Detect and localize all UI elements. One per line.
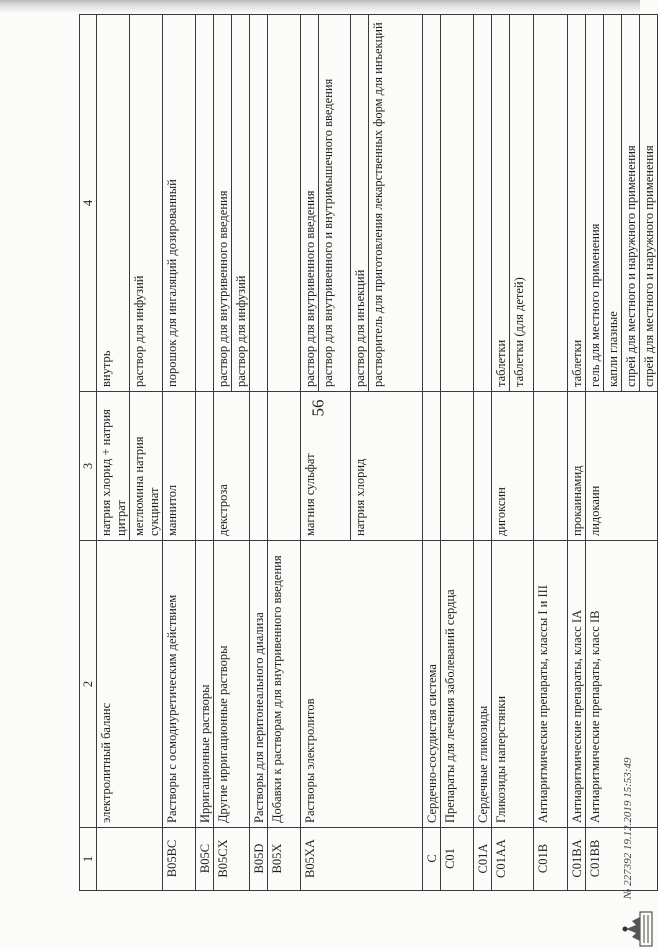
dosage-form: растворитель для приготовления лекарственных форм для инъекций — [369, 15, 423, 392]
scan-edge — [0, 0, 640, 12]
group-name: Растворы с осмодиуретическим действием — [163, 541, 196, 828]
substance: дигоксин — [492, 392, 534, 541]
atc-code: C01 — [441, 828, 474, 891]
group-name: Ирригационные растворы — [196, 541, 214, 828]
atc-code: C01BB — [586, 828, 658, 891]
substance: маннитол — [163, 392, 196, 541]
table-row — [423, 15, 441, 891]
table-row — [441, 15, 474, 891]
table-row — [474, 15, 492, 891]
group-name: Сердечно-сосудистая система — [423, 541, 441, 828]
drug-table — [79, 14, 658, 891]
atc-code: B05BC — [163, 828, 196, 891]
dosage-form: порошок для ингаляций дозированный — [163, 15, 196, 392]
dosage-form: спрей для местного и наружного применения — [622, 15, 640, 392]
substance — [250, 392, 268, 541]
dosage-form — [268, 15, 301, 392]
group-name: Антиаритмические препараты, класс IB — [586, 541, 658, 828]
dosage-form: таблетки — [568, 15, 586, 392]
table-row — [301, 15, 319, 891]
table-row — [214, 15, 232, 891]
substance — [268, 392, 301, 541]
dosage-form: раствор для внутривенного введения — [301, 15, 319, 392]
header-col-4: 4 — [80, 15, 97, 392]
table-row — [97, 15, 130, 891]
document-stamp: № 227392 19.12.2019 15:53:49 — [622, 757, 634, 899]
table-row — [250, 15, 268, 891]
substance — [474, 392, 492, 541]
atc-code: B05C — [196, 828, 214, 891]
atc-code: C01AA — [492, 828, 534, 891]
atc-code: B05D — [250, 828, 268, 891]
page-number: 56 — [308, 399, 328, 417]
group-name: Сердечные гликозиды — [474, 541, 492, 828]
atc-code: B05CX — [214, 828, 250, 891]
table-row — [268, 15, 301, 891]
dosage-form — [474, 15, 492, 392]
dosage-form: гель для местного применения — [586, 15, 604, 392]
table-row — [163, 15, 196, 891]
group-name: Растворы для перитонеального диализа — [250, 541, 268, 828]
substance: меглюмина натрия сукцинат — [130, 392, 163, 541]
dosage-form — [441, 15, 474, 392]
group-name: электролитный баланс — [97, 541, 163, 828]
dosage-form: таблетки — [492, 15, 510, 392]
substance: декстроза — [214, 392, 250, 541]
substance: прокаинамид — [568, 392, 586, 541]
table-row — [568, 15, 586, 891]
dosage-form: раствор для внутривенного и внутримышечного введения — [319, 15, 351, 392]
substance: лидокаин — [586, 392, 658, 541]
substance: магния сульфат — [301, 392, 351, 541]
group-name: Препараты для лечения заболеваний сердца — [441, 541, 474, 828]
table-row — [492, 15, 510, 891]
table-row — [586, 15, 604, 891]
dosage-form: раствор для инфузий — [232, 15, 250, 392]
group-name: Растворы электролитов — [301, 541, 423, 828]
dosage-form: раствор для внутривенного введения — [214, 15, 232, 392]
atc-code — [97, 828, 163, 891]
substance — [534, 392, 568, 541]
group-name: Добавки к растворам для внутривенного введения — [268, 541, 301, 828]
substance — [196, 392, 214, 541]
dosage-form — [534, 15, 568, 392]
substance — [441, 392, 474, 541]
atc-code: C — [423, 828, 441, 891]
atc-code: C01BA — [568, 828, 586, 891]
group-name: Антиаритмические препараты, классы I и III — [534, 541, 568, 828]
header-col-1: 1 — [80, 828, 97, 891]
rotated-page — [79, 15, 656, 899]
substance: натрия хлорид — [351, 392, 423, 541]
dosage-form: спрей для местного и наружного применения — [640, 15, 658, 392]
header-row — [80, 15, 97, 891]
substance — [423, 392, 441, 541]
dosage-form — [196, 15, 214, 392]
table-row — [534, 15, 568, 891]
dosage-form — [250, 15, 268, 392]
atc-code: C01B — [534, 828, 568, 891]
header-col-2: 2 — [80, 541, 97, 828]
dosage-form: таблетки (для детей) — [510, 15, 534, 392]
atc-code: C01A — [474, 828, 492, 891]
group-name: Антиаритмические препараты, класс IA — [568, 541, 586, 828]
group-name: Гликозиды наперстянки — [492, 541, 534, 828]
table-row — [196, 15, 214, 891]
group-name: Другие ирригационные растворы — [214, 541, 250, 828]
seal-stamp-icon — [620, 909, 654, 949]
dosage-form: раствор для инъекций — [351, 15, 369, 392]
atc-code: B05XA — [301, 828, 423, 891]
dosage-form: раствор для инфузий — [130, 15, 163, 392]
dosage-form: капли глазные — [604, 15, 622, 392]
substance: натрия хлорид + натрия цитрат — [97, 392, 130, 541]
dosage-form: внутрь — [97, 15, 130, 392]
atc-code: B05X — [268, 828, 301, 891]
header-col-3: 3 — [80, 392, 97, 541]
dosage-form — [423, 15, 441, 392]
